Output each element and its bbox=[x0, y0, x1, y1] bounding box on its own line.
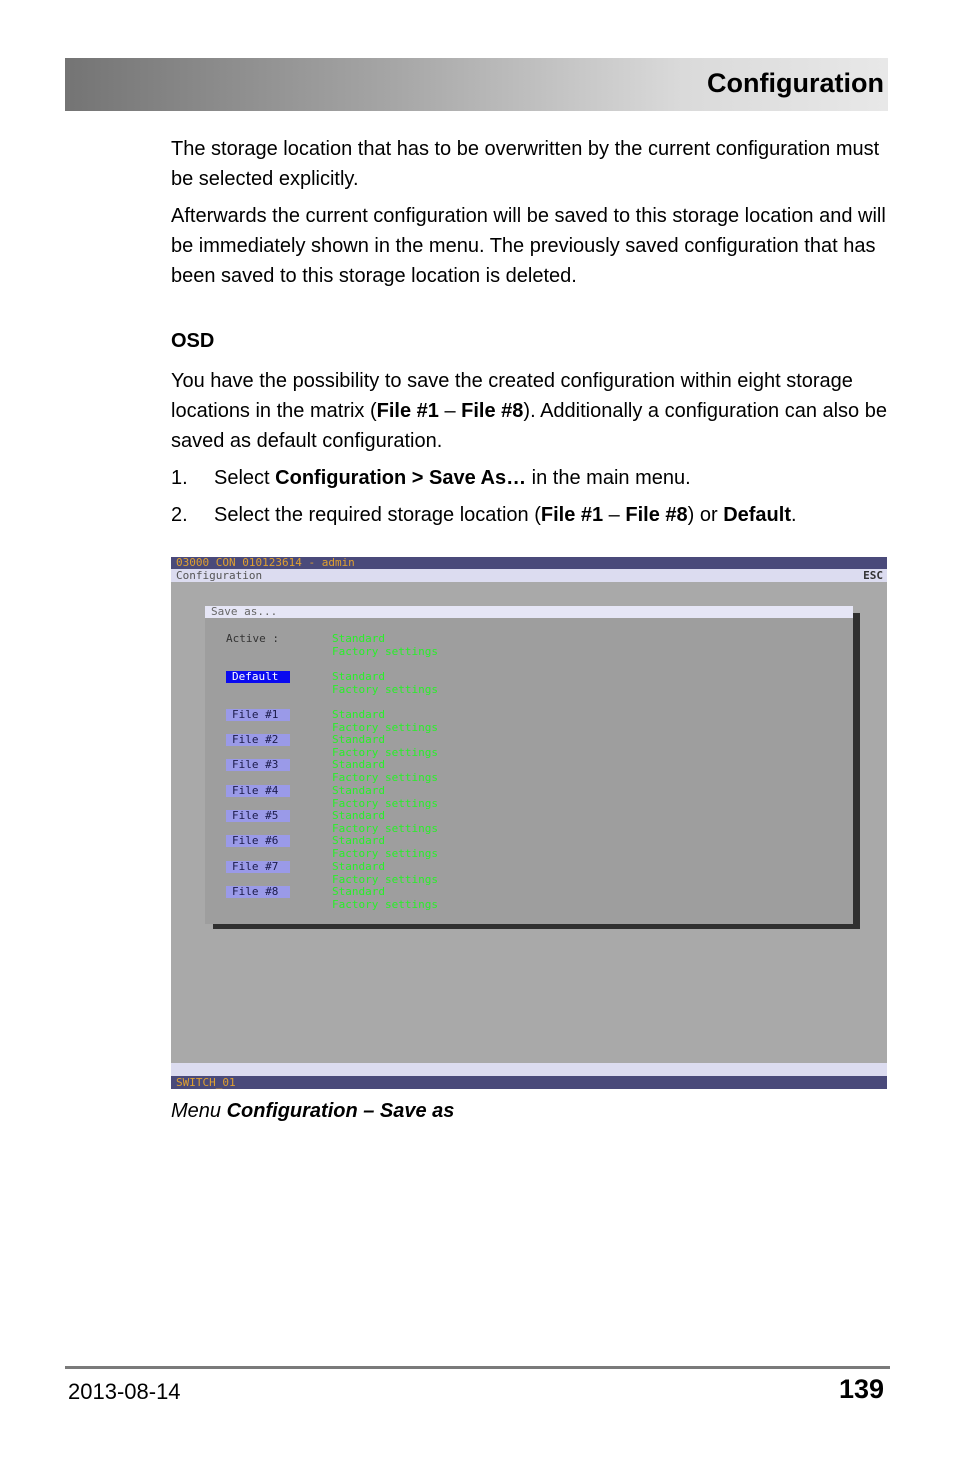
osd-bottom-bar bbox=[171, 1063, 887, 1076]
figure-caption bbox=[171, 1100, 454, 1123]
file-8-value-line2: Factory settings bbox=[332, 898, 438, 911]
footer-divider bbox=[65, 1366, 890, 1369]
file-3-button[interactable]: File #3 bbox=[226, 759, 290, 771]
save-as-dialog bbox=[205, 606, 853, 924]
file-1-button[interactable]: File #1 bbox=[226, 709, 290, 721]
file-1-value-line1: Standard bbox=[332, 708, 385, 721]
section-heading-osd: OSD bbox=[171, 330, 215, 352]
file-3-value-line1: Standard bbox=[332, 758, 385, 771]
page-title: Configuration bbox=[707, 68, 884, 98]
file-7-button[interactable]: File #7 bbox=[226, 861, 290, 873]
file-2-button[interactable]: File #2 bbox=[226, 734, 290, 746]
osd-status-bar bbox=[171, 1076, 887, 1089]
bold-run: File #8 bbox=[461, 400, 524, 422]
file-8-value-line1: Standard bbox=[332, 885, 385, 898]
file-2-value-line1: Standard bbox=[332, 733, 385, 746]
step-number: 1. bbox=[171, 467, 188, 489]
osd-menu-title: Configuration bbox=[176, 569, 263, 582]
file-8-button[interactable]: File #8 bbox=[226, 886, 290, 898]
active-value-line1: Standard bbox=[332, 632, 385, 645]
file-4-button[interactable]: File #4 bbox=[226, 785, 290, 797]
osd-screenshot bbox=[171, 557, 887, 1089]
osd-top-bar bbox=[171, 557, 887, 569]
step-text bbox=[214, 463, 691, 493]
paragraph-osd-intro bbox=[171, 366, 891, 456]
file-6-button[interactable]: File #6 bbox=[226, 835, 290, 847]
bold-run: File #1 bbox=[376, 400, 439, 422]
bold-run: File #8 bbox=[625, 504, 688, 526]
file-4-value-line1: Standard bbox=[332, 784, 385, 797]
page-number: 139 bbox=[838, 1374, 884, 1404]
osd-menu-title-bar bbox=[171, 569, 887, 582]
text-run: Select the required storage location ( bbox=[214, 504, 541, 526]
step-number: 2. bbox=[171, 504, 188, 526]
text-run: ) or bbox=[687, 504, 724, 526]
osd-status-text: SWITCH_01 bbox=[176, 1076, 236, 1089]
text-run: You have the possibility to save the created configuration within eight storage locations in the matrix ( bbox=[171, 370, 853, 422]
file-5-value-line2: Factory settings bbox=[332, 822, 438, 835]
text-run: – bbox=[438, 400, 462, 422]
bold-run: Configuration > Save As… bbox=[275, 467, 527, 489]
footer-date: 2013-08-14 bbox=[68, 1379, 181, 1404]
file-5-value-line1: Standard bbox=[332, 809, 385, 822]
default-button[interactable]: Default bbox=[226, 671, 290, 683]
text-run: – bbox=[603, 504, 626, 526]
bold-run: File #1 bbox=[540, 504, 604, 526]
dialog-title-bar bbox=[205, 606, 853, 618]
file-4-value-line2: Factory settings bbox=[332, 797, 438, 810]
file-6-value-line2: Factory settings bbox=[332, 847, 438, 860]
default-value-line2: Factory settings bbox=[332, 683, 438, 696]
default-value-line1: Standard bbox=[332, 670, 385, 683]
file-7-value-line1: Standard bbox=[332, 860, 385, 873]
text-run: . bbox=[791, 504, 797, 526]
caption-bold: Configuration – Save as bbox=[226, 1100, 455, 1122]
paragraph-afterwards: Afterwards the current configuration will be saved to this storage location and will be immediately shown in the menu. The previously saved configuration that has been saved to this storage location is deleted. bbox=[171, 205, 886, 287]
text-run: in the main menu. bbox=[526, 467, 691, 489]
file-7-value-line2: Factory settings bbox=[332, 873, 438, 886]
step-text bbox=[214, 500, 797, 530]
page-header-bar bbox=[65, 58, 888, 111]
text-run: Select bbox=[214, 467, 276, 489]
file-2-value-line2: Factory settings bbox=[332, 746, 438, 759]
file-6-value-line1: Standard bbox=[332, 834, 385, 847]
osd-esc-button[interactable]: ESC bbox=[863, 569, 883, 582]
dialog-title: Save as... bbox=[211, 605, 278, 618]
active-label: Active : bbox=[226, 632, 279, 645]
file-1-value-line2: Factory settings bbox=[332, 721, 438, 734]
active-value-line2: Factory settings bbox=[332, 645, 438, 658]
bold-run: Default bbox=[723, 504, 791, 526]
osd-top-bar-text: 03000 CON 010123614 - admin bbox=[176, 556, 355, 569]
text-run: ). Additionally a configuration can also be saved as default configuration. bbox=[171, 400, 887, 452]
file-3-value-line2: Factory settings bbox=[332, 771, 438, 784]
caption-prefix: Menu bbox=[171, 1100, 227, 1122]
file-5-button[interactable]: File #5 bbox=[226, 810, 290, 822]
paragraph-storage-location: The storage location that has to be overwritten by the current configuration must be selected explicitly. bbox=[171, 138, 880, 190]
